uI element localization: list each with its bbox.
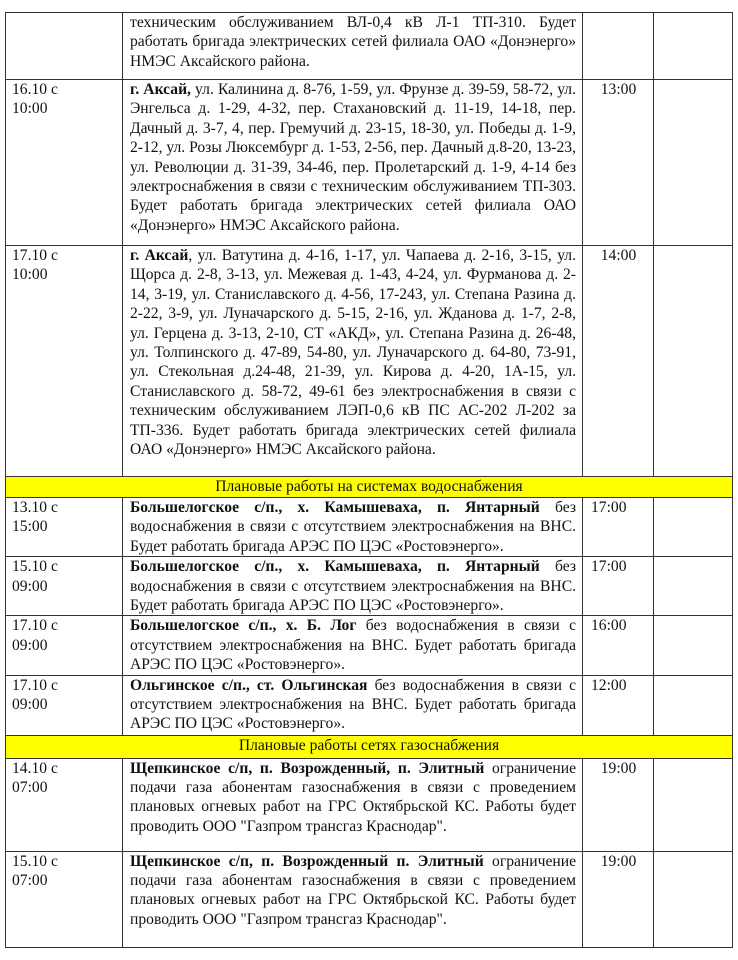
date-cell: 14.10 с 07:00: [6, 758, 123, 851]
table-row: [6, 80, 733, 246]
description-cell: [123, 80, 583, 246]
location-label: Ольгинское с/п., ст. Ольгинская: [130, 676, 368, 694]
note-cell: [654, 758, 733, 851]
date-cell: 16.10 с 10:00: [6, 80, 123, 246]
location-label: Большелогское с/п., х. Камышеваха, п. Янтарный: [130, 499, 540, 516]
date-cell: 15.10 с 09:00: [6, 557, 123, 616]
date-cell: 17.10 с 10:00: [6, 246, 123, 477]
table-row: [6, 758, 733, 851]
description-cell: [123, 557, 583, 616]
end-time-cell: 13:00: [583, 80, 654, 246]
location-label: г. Аксай: [130, 247, 189, 264]
outage-schedule-document: [5, 12, 733, 948]
end-time-cell: 17:00: [583, 498, 654, 557]
description-text: без водоснабжения в связи с отсутствием электроснабжения на ВНС. Будет работать бригада АРЭС ПО ЦЭС «Ростовэнерго».: [130, 499, 576, 555]
end-time-cell: [583, 13, 654, 80]
date-cell: 15.10 с 07:00: [6, 851, 123, 947]
note-cell: [654, 80, 733, 246]
end-time-cell: 12:00: [583, 675, 654, 735]
table-body: [6, 13, 733, 948]
end-time-cell: 19:00: [583, 758, 654, 851]
table-row: [6, 246, 733, 477]
note-cell: [654, 498, 733, 557]
description-text: ул. Калинина д. 8-76, 1-59, ул. Фрунзе д. 39-59, 58-72, ул. Энгельса д. 1-29, 4-32, пер. Стахановский д. 11-19, 14-18, пер. Дачный д. 3-7, 4, пер. Гремучий д. 23-15, 18-30, ул. Победы д. 1-9, 2-12, ул. Розы Люксембург д. 1-53, 2-56, пер. Дачный д.8-20, 13-23, ул. Революции д. 31-39, 34-46, пер. Пролетарский д. 1-9, 4-14 без электроснабжения в связи с техническим обслуживанием ТП-303. Будет работать бригада электрических сетей филиала ОАО «Донэнерго» НМЭС Аксайского района.: [130, 81, 576, 234]
note-cell: [654, 557, 733, 616]
table-row: [6, 616, 733, 675]
description-cell: [123, 13, 583, 80]
outage-schedule-table: [5, 12, 733, 948]
date-cell: [6, 13, 123, 80]
description-text: ограничение подачи газа абонентам газоснабжения в связи с проведением плановых огневых работ на ГРС Октябрьской КС. Работы будет проводить ООО "Газпром трансгаз Краснодар".: [130, 759, 576, 835]
note-cell: [654, 675, 733, 735]
description-text: ограничение подачи газа абонентам газоснабжения в связи с проведением плановых огневых работ на ГРС Октябрьской КС. Работы будет проводить ООО "Газпром трансгаз Краснодар".: [130, 852, 576, 928]
note-cell: [654, 246, 733, 477]
date-cell: 13.10 с 15:00: [6, 498, 123, 557]
location-label: Большелогское с/п., х. Камышеваха, п. Янтарный: [130, 558, 540, 576]
section-header-row: [6, 735, 733, 758]
section-header-row: [6, 477, 733, 498]
description-text: техническим обслуживанием ВЛ-0,4 кВ Л-1 ТП-310. Будет работать бригада электрических сетей филиала ОАО «Донэнерго» НМЭС Аксайского района.: [130, 14, 576, 70]
table-row: [6, 13, 733, 80]
location-label: г. Аксай,: [130, 81, 191, 98]
table-row: [6, 675, 733, 735]
description-text: без водоснабжения в связи с отсутствием электроснабжения на ВНС. Будет работать бригада АРЭС ПО ЦЭС «Ростовэнерго».: [130, 617, 577, 674]
table-row: [6, 557, 733, 616]
description-cell: [123, 246, 583, 477]
description-text: без водоснабжения в связи с отсутствием электроснабжения на ВНС. Будет работать бригада АРЭС ПО ЦЭС «Ростовэнерго».: [130, 558, 576, 615]
description-cell: [123, 675, 583, 735]
description-text: без водоснабжения в связи с отсутствием электроснабжения на ВНС. Будет работать бригада АРЭС ПО ЦЭС «Ростовэнерго».: [130, 676, 576, 733]
location-label: Щепкинское с/п, п. Возрожденный, п. Элитный: [130, 759, 485, 777]
end-time-cell: 14:00: [583, 246, 654, 477]
section-title: Плановые работы сетях газоснабжения: [6, 735, 733, 758]
description-cell: [123, 498, 583, 557]
table-row: [6, 498, 733, 557]
end-time-cell: 19:00: [583, 851, 654, 947]
end-time-cell: 17:00: [583, 557, 654, 616]
note-cell: [654, 851, 733, 947]
description-text: , ул. Ватутина д. 4-16, 1-17, ул. Чапаева д. 2-16, 3-15, ул. Щорса д. 2-8, 3-13, ул. Межевая д. 1-43, 4-24, ул. Фурманова д. 2-14, 3-19, ул. Станиславского д. 4-56, 17-243, ул. Степана Разина д. 2-22, 3-9, ул. Луначарского д. 5-15, 2-16, ул. Жданова д. 1-7, 2-8, ул. Герцена д. 3-13, 2-10, СТ «АКД», ул. Степана Разина д. 26-48, ул. Толпинского д. 47-89, 54-80, ул. Луначарского д. 64-80, 73-91, ул. Стекольная д.24-48, 21-39, ул. Кирова д. 4-20, 1А-15, ул. Станиславского д. 58-72, 49-61 без электроснабжения в связи с техническим обслуживанием ЛЭП-0,6 кВ ПС АС-202 Л-202 за ТП-336. Будет работать бригада электрических сетей филиала ОАО «Донэнерго» НМЭС Аксайского района.: [130, 247, 576, 459]
section-title: Плановые работы на системах водоснабжения: [6, 477, 733, 498]
note-cell: [654, 616, 733, 675]
location-label: Большелогское с/п., х. Б. Лог: [130, 617, 357, 635]
location-label: Щепкинское с/п, п. Возрожденный п. Элитный: [130, 852, 484, 870]
note-cell: [654, 13, 733, 80]
table-row: [6, 851, 733, 947]
date-cell: 17.10 с 09:00: [6, 616, 123, 675]
date-cell: 17.10 с 09:00: [6, 675, 123, 735]
description-cell: [123, 616, 583, 675]
end-time-cell: 16:00: [583, 616, 654, 675]
description-cell: [123, 758, 583, 851]
description-cell: [123, 851, 583, 947]
